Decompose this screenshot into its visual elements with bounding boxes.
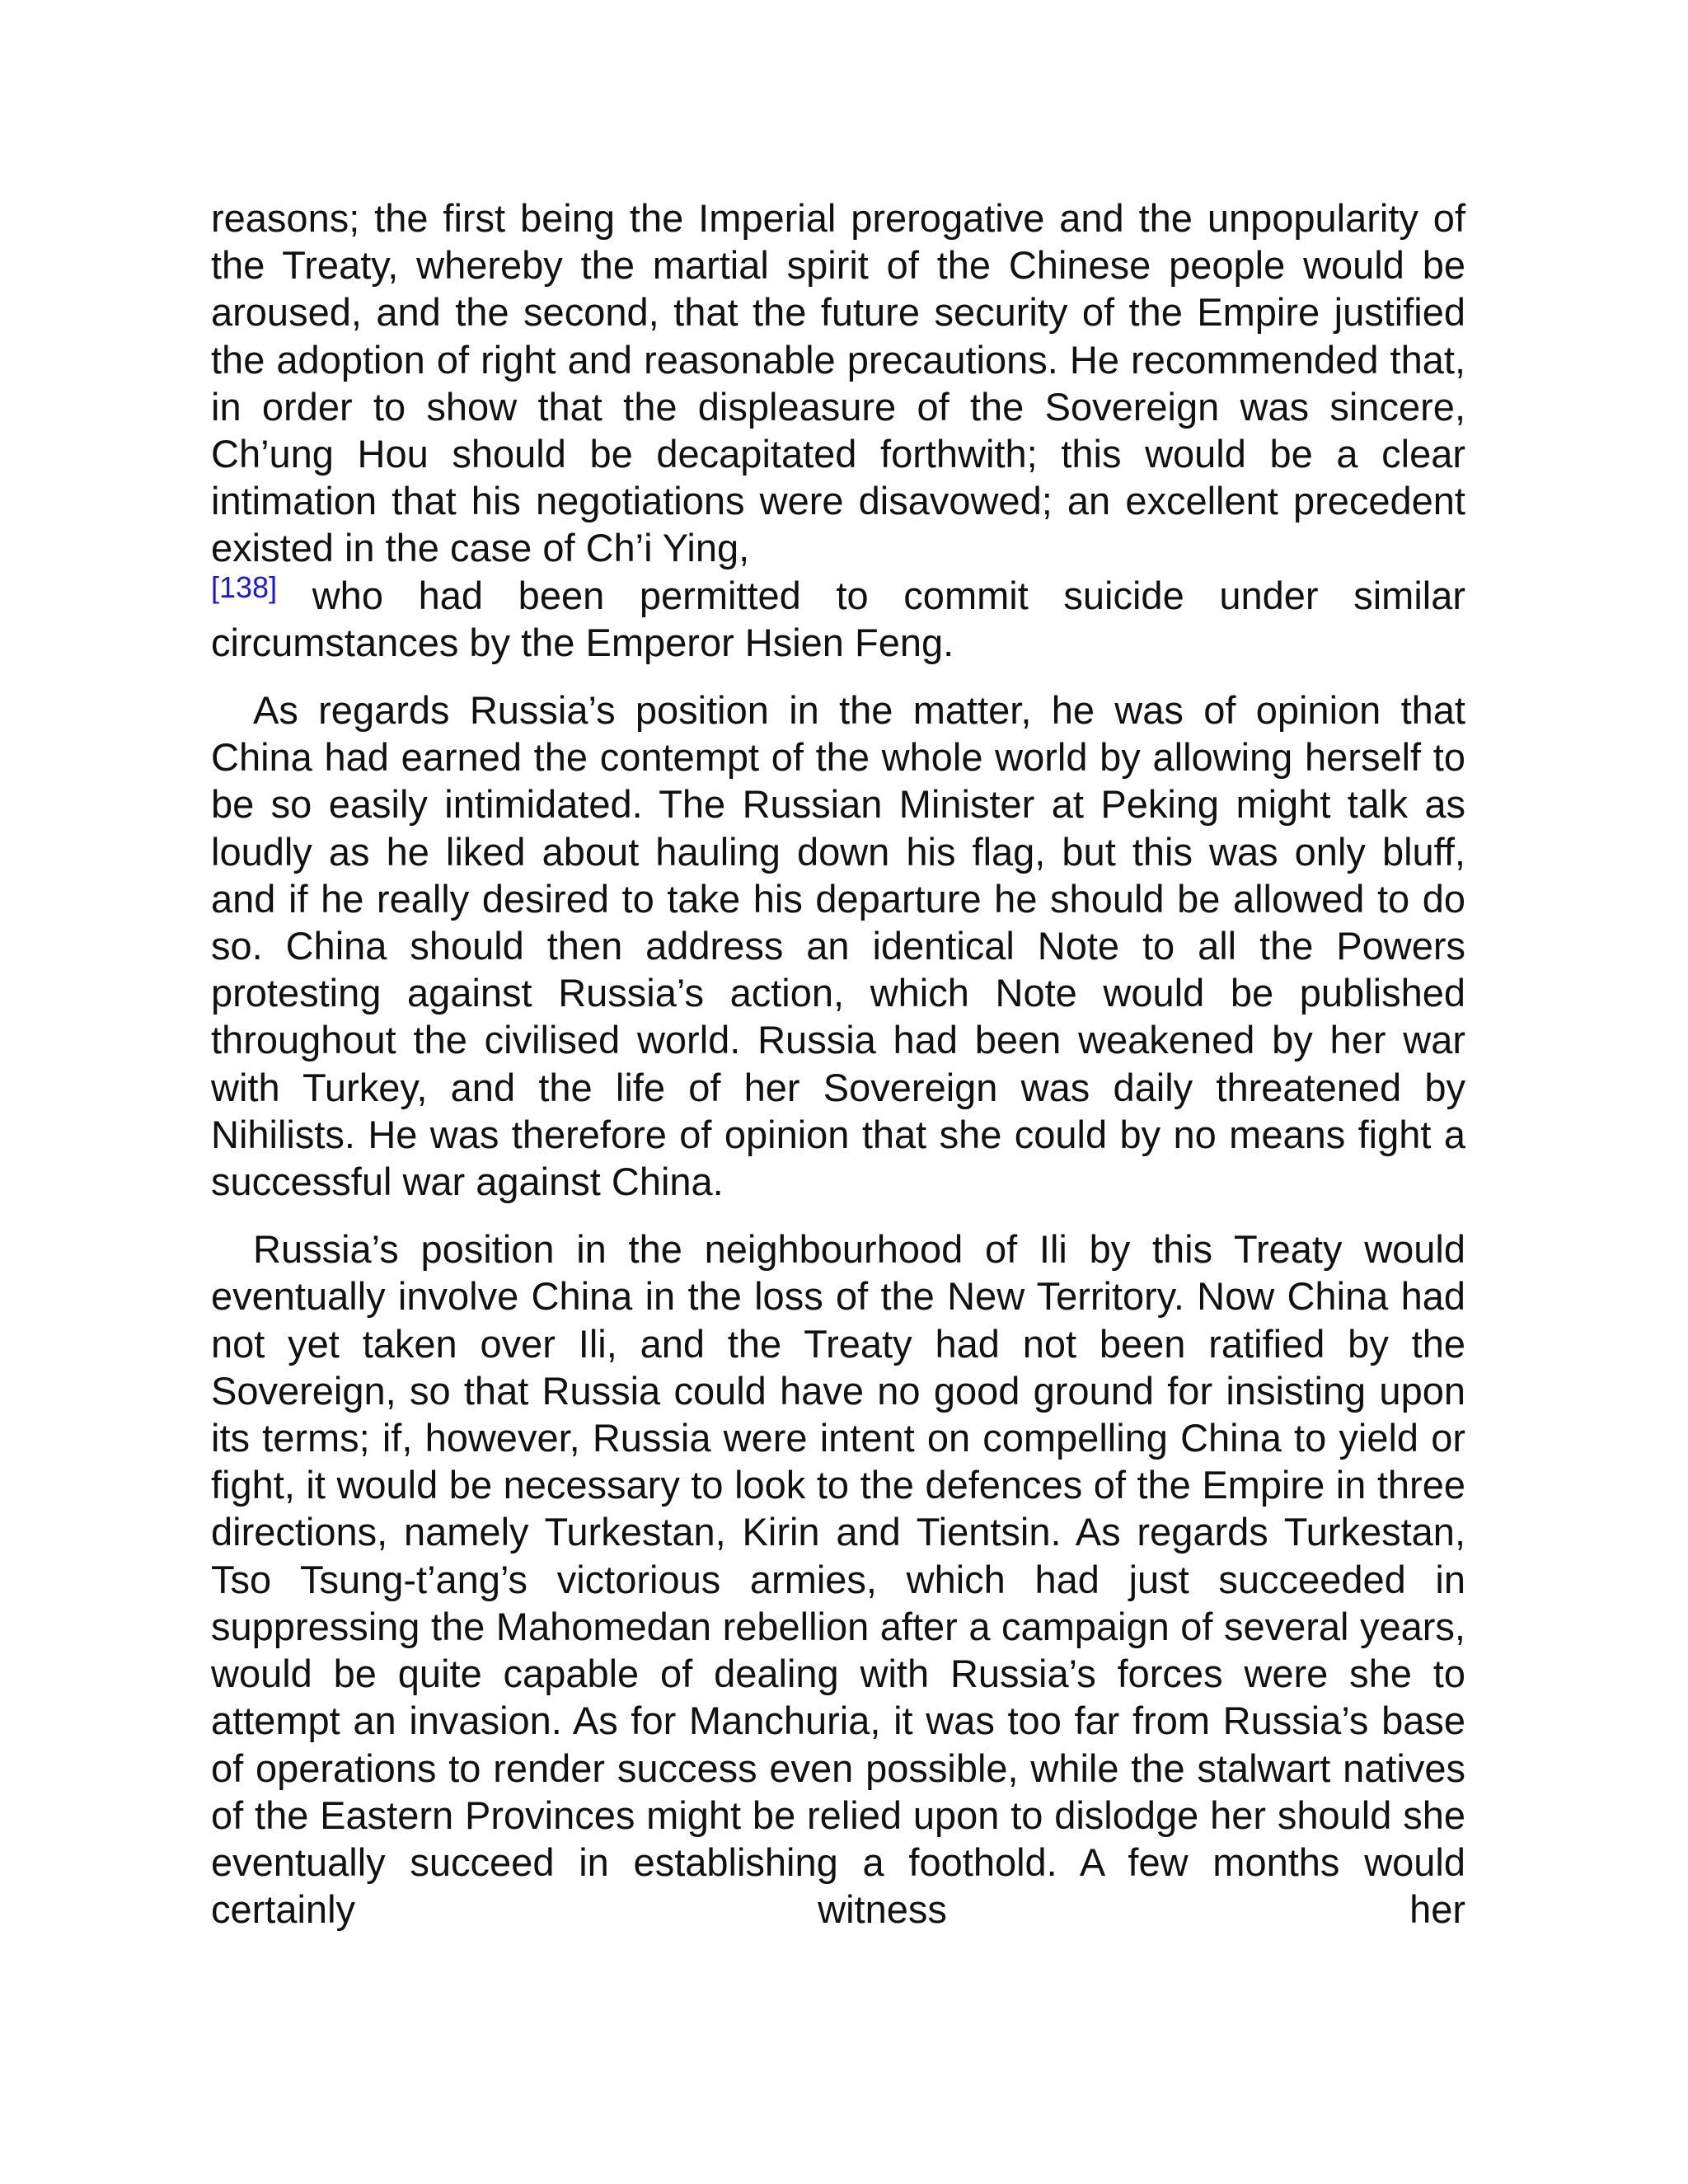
- footnote-reference-link[interactable]: [138]: [211, 569, 278, 604]
- paragraph-2: As regards Russia’s position in the matter, he was of opinion that China had earned the contempt of the whole world by allowing herself to be so easily intimidated. The Russian Minister at Peking might talk as loudly as he liked about hauling down his flag, but this was only bluff, and if he really desired to take his departure he should be allowed to do so. China should then address an identical Note to all the Powers protesting against Russia’s action, which Note would be published throughout the civilised world. Russia had been weakened by her war with Turkey, and the life of her Sovereign was daily threatened by Nihilists. He was therefore of opinion that she could by no means fight a successful war against China.: [211, 688, 1465, 1204]
- page-body: [211, 194, 1465, 1933]
- paragraph-3: Russia’s position in the neighbourhood of Ili by this Treaty would eventually involve China in the loss of the New Territory. Now China had not yet taken over Ili, and the Treaty had not been ratified by the Sovereign, so that Russia could have no good ground for insisting upon its terms; if, however, Russia were intent on compelling China to yield or fight, it would be necessary to look to the defences of the Empire in three directions, namely Turkestan, Kirin and Tientsin. As regards Turkestan, Tso Tsung-t’ang’s victorious armies, which had just succeeded in suppressing the Mahomedan rebellion after a campaign of several years, would be quite capable of dealing with Russia’s forces were she to attempt an invasion. As for Manchuria, it was too far from Russia’s base of operations to render success even possible, while the stalwart natives of the Eastern Provinces might be relied upon to dislodge her should she eventually succeed in establishing a foothold. A few months would certainly witness her: [211, 1227, 1465, 1932]
- paragraph-1-text-after-note: who had been permitted to commit suicide under similar circumstances by the Emperor Hsien Feng.: [211, 573, 1465, 664]
- paragraph-1: [211, 194, 1465, 666]
- paragraph-1-text-before-note: reasons; the first being the Imperial prerogative and the unpopularity of the Treaty, whereby the martial spirit of the Chinese people would be aroused, and the second, that the future security of the Empire justified the adoption of right and reasonable precautions. He recommended that, in order to show that the displeasure of the Sovereign was sincere, Ch’ung Hou should be decapitated forthwith; this would be a clear intimation that his negotiations were disavowed; an excellent precedent existed in the case of Ch’i Ying,: [211, 196, 1465, 570]
